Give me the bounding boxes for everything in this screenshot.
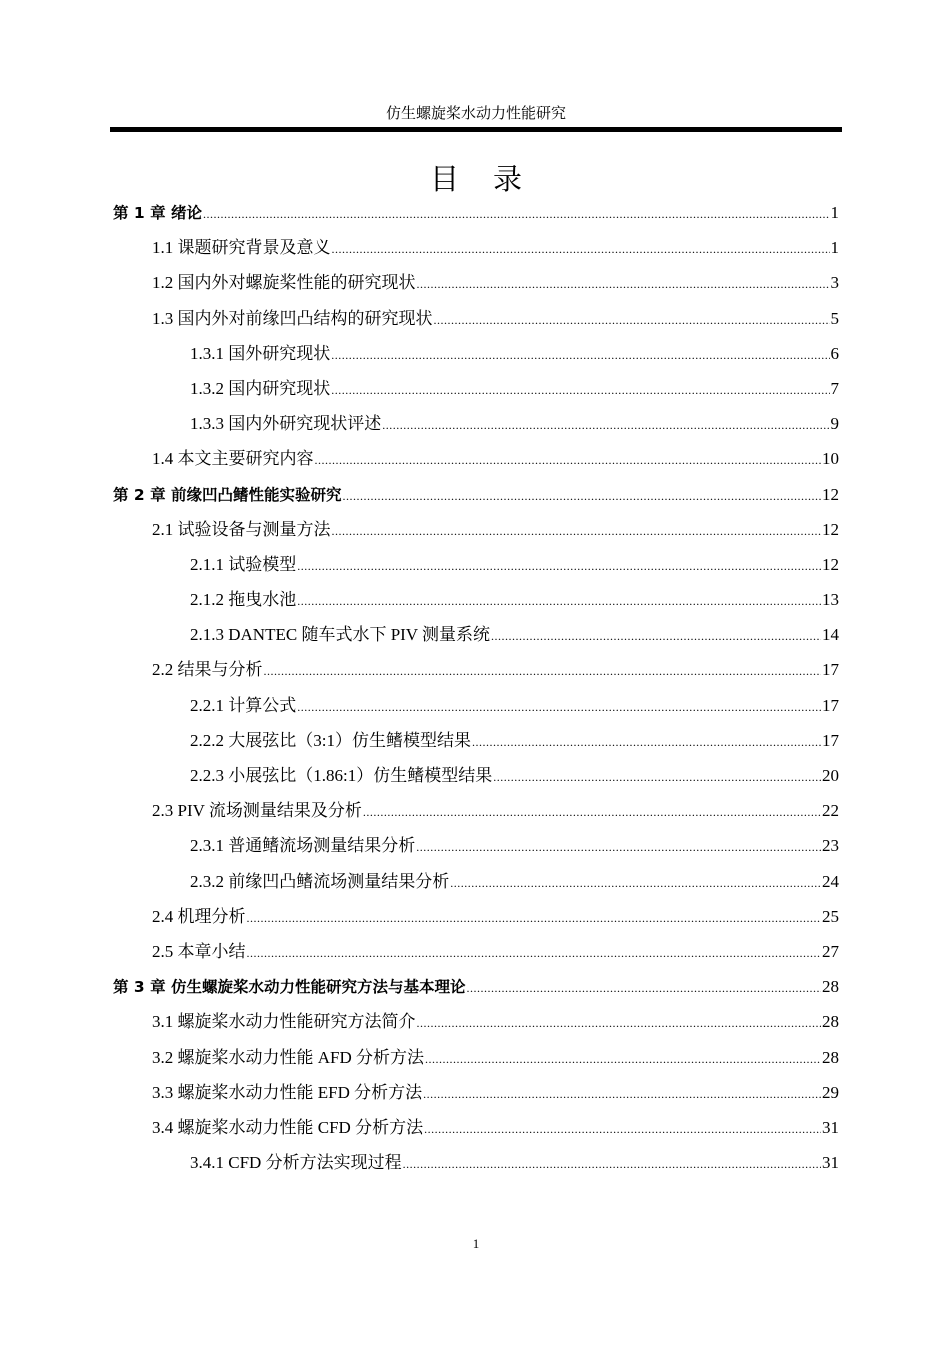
toc-entry[interactable]	[113, 1040, 839, 1075]
toc-page-number: 24	[822, 871, 839, 891]
toc-entry[interactable]	[113, 406, 839, 441]
toc-entry-title: 1.3.3 国内外研究现状评述	[190, 414, 382, 434]
header-rule	[110, 127, 842, 132]
toc-page-number: 1	[830, 203, 839, 222]
dot-leader	[332, 514, 822, 549]
toc-page-number: 25	[822, 906, 839, 926]
toc-entry[interactable]	[113, 1145, 839, 1180]
dot-leader	[417, 267, 830, 302]
toc-entry[interactable]	[113, 265, 839, 300]
toc-entry-title: 2.3 PIV 流场测量结果及分析	[152, 801, 362, 821]
dot-leader	[297, 584, 821, 619]
toc-page-number: 13	[822, 590, 839, 610]
dot-leader	[264, 654, 822, 689]
toc-entry[interactable]	[113, 688, 839, 723]
dot-leader	[331, 338, 829, 373]
dot-leader	[466, 971, 821, 1006]
toc-page-number: 20	[822, 766, 839, 785]
toc-page-number: 10	[822, 449, 839, 469]
toc-entry-title: 2.4 机理分析	[152, 906, 246, 926]
toc-page-number: 28	[822, 1012, 839, 1032]
toc-entry-title: 3.4 螺旋桨水动力性能 CFD 分析方法	[152, 1117, 424, 1137]
toc-entry-title: 1.3.2 国内研究现状	[190, 378, 331, 398]
toc-entry[interactable]	[113, 1004, 839, 1039]
toc-page-number: 17	[822, 660, 839, 680]
toc-entry-title: 1.4 本文主要研究内容	[152, 449, 314, 469]
dot-leader	[424, 1112, 821, 1147]
dot-leader	[363, 795, 821, 830]
dot-leader	[416, 830, 821, 865]
toc-entry[interactable]	[113, 441, 839, 476]
page-title: 目录	[429, 162, 556, 196]
toc-entry-title: 第 3 章 仿生螺旋桨水动力性能研究方法与基本理论	[113, 978, 466, 997]
toc-entry[interactable]	[113, 934, 839, 969]
dot-leader	[297, 690, 821, 725]
toc-entry[interactable]	[113, 1075, 839, 1110]
toc-entry-title: 2.3.1 普通鳍流场测量结果分析	[190, 836, 416, 856]
toc-entry-title: 1.3 国内外对前缘凹凸结构的研究现状	[152, 308, 433, 328]
toc-entry-title: 2.2 结果与分析	[152, 660, 263, 680]
toc-entry-title: 2.1.2 拖曳水池	[190, 590, 297, 610]
dot-leader	[332, 232, 830, 267]
page-number: 1	[472, 1236, 480, 1251]
toc-page-number: 12	[822, 519, 839, 539]
toc-page-number: 12	[822, 554, 839, 574]
toc-entry-title: 1.3.1 国外研究现状	[190, 343, 331, 363]
toc-entry[interactable]	[113, 723, 839, 758]
toc-chapter-entry[interactable]	[113, 195, 839, 230]
dot-leader	[247, 936, 822, 971]
toc-entry[interactable]	[113, 230, 839, 265]
toc-entry[interactable]	[113, 336, 839, 371]
toc-page-number: 7	[830, 378, 839, 398]
toc-page-number: 17	[822, 695, 839, 715]
toc-page-number: 12	[822, 484, 839, 504]
toc-page-number: 27	[822, 941, 839, 961]
dot-leader	[331, 373, 829, 408]
toc-page-number: 23	[822, 836, 839, 856]
toc-page-number: 14	[822, 625, 839, 645]
toc-entry-title: 3.3 螺旋桨水动力性能 EFD 分析方法	[152, 1082, 423, 1102]
toc-entry[interactable]	[113, 793, 839, 828]
toc-page-number: 31	[822, 1153, 839, 1173]
toc-entry[interactable]	[113, 828, 839, 863]
toc-page-number: 31	[822, 1117, 839, 1137]
toc-entry[interactable]	[113, 864, 839, 899]
dot-leader	[203, 197, 830, 232]
toc-entry-title: 1.2 国内外对螺旋桨性能的研究现状	[152, 273, 416, 293]
toc-entry-title: 2.2.2 大展弦比（3:1）仿生鳍模型结果	[190, 730, 471, 750]
dot-leader	[382, 408, 829, 443]
toc-entry-title: 1.1 课题研究背景及意义	[152, 238, 331, 258]
toc-page-number: 5	[830, 308, 839, 328]
toc-page-number: 22	[822, 801, 839, 821]
toc-entry-title: 第 2 章 前缘凹凸鳍性能实验研究	[113, 485, 342, 504]
toc-page-number: 28	[822, 1047, 839, 1067]
toc-entry-title: 2.5 本章小结	[152, 941, 246, 961]
toc-entry[interactable]	[113, 617, 839, 652]
dot-leader	[247, 901, 822, 936]
dot-leader	[425, 1042, 821, 1077]
toc-page-number: 6	[830, 343, 839, 363]
dot-leader	[472, 725, 821, 760]
dot-leader	[434, 303, 830, 338]
dot-leader	[417, 1006, 822, 1041]
toc-entry[interactable]	[113, 301, 839, 336]
toc-entry-title: 2.2.3 小展弦比（1.86:1）仿生鳍模型结果	[190, 766, 493, 785]
toc-entry[interactable]	[113, 582, 839, 617]
toc-entry-title: 2.1.3 DANTEC 随车式水下 PIV 测量系统	[190, 625, 491, 645]
toc-entry-title: 3.4.1 CFD 分析方法实现过程	[190, 1153, 402, 1173]
toc-page-number: 1	[830, 238, 839, 258]
toc-page-number: 9	[830, 414, 839, 434]
toc-entry-title: 3.1 螺旋桨水动力性能研究方法简介	[152, 1012, 416, 1032]
toc-entry-title: 2.1.1 试验模型	[190, 554, 297, 574]
dot-leader	[342, 479, 821, 514]
toc-entry[interactable]	[113, 758, 839, 793]
toc-entry[interactable]	[113, 547, 839, 582]
toc-entry[interactable]	[113, 1110, 839, 1145]
toc-entry[interactable]	[113, 652, 839, 687]
toc-entry-title: 第 1 章 绪论	[113, 204, 202, 222]
running-header: 仿生螺旋桨水动力性能研究	[385, 106, 566, 122]
toc-chapter-entry[interactable]	[113, 969, 839, 1004]
dot-leader	[493, 760, 821, 795]
toc-page-number: 3	[830, 273, 839, 293]
toc-entry-title: 2.1 试验设备与测量方法	[152, 519, 331, 539]
toc-entry-title: 3.2 螺旋桨水动力性能 AFD 分析方法	[152, 1047, 425, 1067]
toc-page-number: 17	[822, 730, 839, 750]
table-of-contents	[113, 195, 839, 1180]
dot-leader	[491, 619, 821, 654]
toc-entry-title: 2.2.1 计算公式	[190, 695, 297, 715]
toc-entry[interactable]	[113, 899, 839, 934]
dot-leader	[450, 866, 821, 901]
dot-leader	[423, 1077, 821, 1112]
toc-page-number: 29	[822, 1082, 839, 1102]
toc-entry[interactable]	[113, 512, 839, 547]
toc-entry-title: 2.3.2 前缘凹凸鳍流场测量结果分析	[190, 871, 450, 891]
dot-leader	[403, 1147, 821, 1182]
dot-leader	[315, 443, 822, 478]
toc-page-number: 28	[822, 977, 839, 997]
dot-leader	[297, 549, 821, 584]
toc-entry[interactable]	[113, 371, 839, 406]
toc-chapter-entry[interactable]	[113, 477, 839, 512]
